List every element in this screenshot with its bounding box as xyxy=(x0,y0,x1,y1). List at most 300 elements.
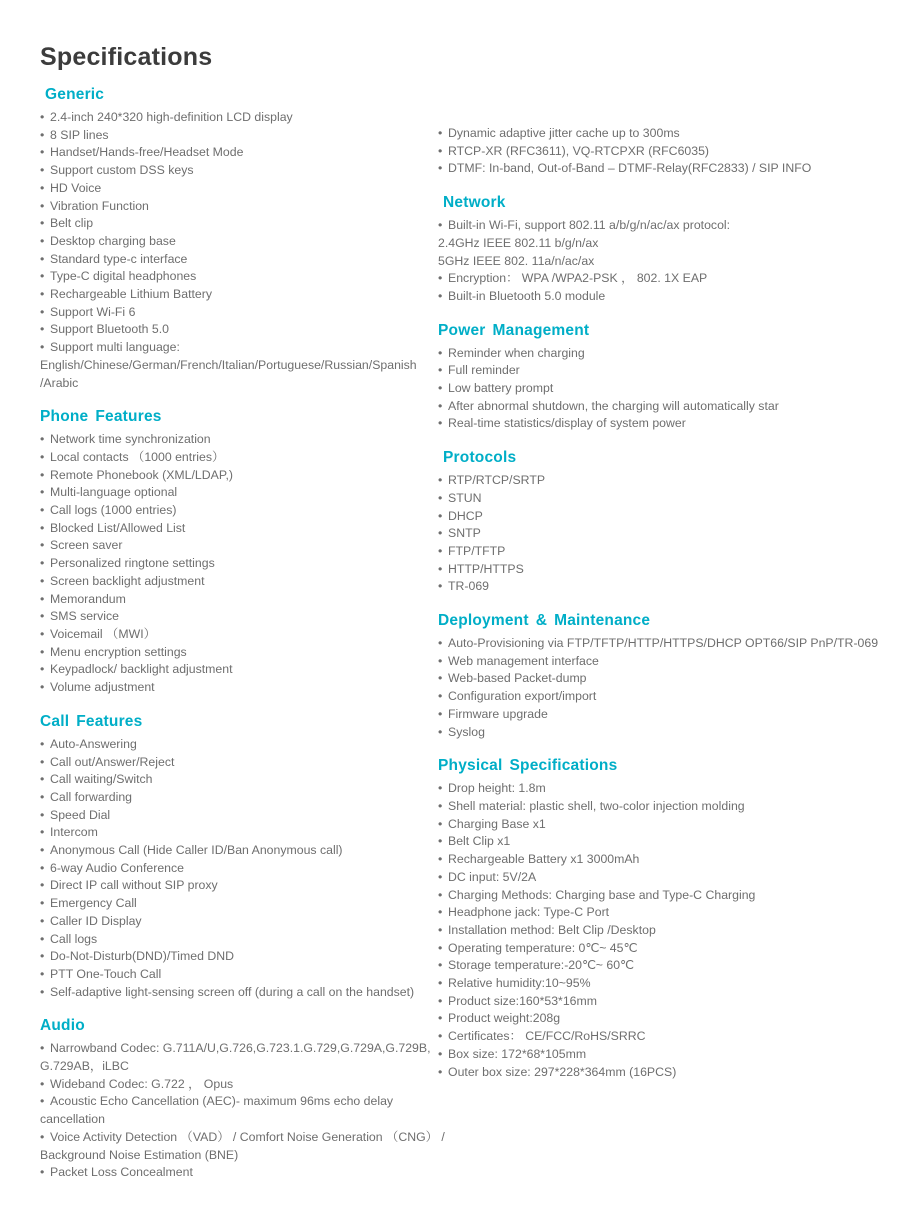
section-heading: Physical Specifications xyxy=(438,757,618,775)
spec-item xyxy=(438,578,898,596)
bullet-icon: • xyxy=(438,416,443,431)
spec-item-text: Screen backlight adjustment xyxy=(50,573,205,588)
spec-item xyxy=(438,724,898,742)
spec-item-text: Encryption： WPA /WPA2-PSK ， 802. 1X EAP xyxy=(448,271,708,286)
spec-item xyxy=(40,913,438,931)
bullet-icon: • xyxy=(438,781,443,796)
section-heading: Deployment & Maintenance xyxy=(438,612,651,630)
spec-item-text: Emergency Call xyxy=(50,896,137,911)
spec-item xyxy=(438,869,898,887)
bullet-icon: • xyxy=(40,878,45,893)
spec-item-text: Volume adjustment xyxy=(50,680,155,695)
spec-item-text: Certificates： CE/FCC/RoHS/SRRC xyxy=(448,1029,646,1044)
spec-item xyxy=(438,635,898,653)
spec-item-text: Installation method: Belt Clip /Desktop xyxy=(448,922,656,937)
bullet-icon: • xyxy=(40,626,45,641)
bullet-icon: • xyxy=(438,869,443,884)
spec-item xyxy=(40,626,438,644)
bullet-icon: • xyxy=(438,381,443,396)
bullet-icon: • xyxy=(438,526,443,541)
spec-item-text: Call logs (1000 entries) xyxy=(50,503,177,518)
spec-item xyxy=(438,160,898,178)
spec-item-text: Vibration Function xyxy=(50,198,149,213)
spec-item-text: Voice Activity Detection （VAD） / Comfort Noise Generation （CNG） / xyxy=(50,1129,445,1144)
bullet-icon: • xyxy=(40,860,45,875)
spec-item xyxy=(40,895,438,913)
bullet-icon: • xyxy=(438,852,443,867)
bullet-icon: • xyxy=(40,662,45,677)
spec-item xyxy=(40,877,438,895)
spec-item-text: Web management interface xyxy=(448,653,599,668)
spec-item-text: Multi-language optional xyxy=(50,485,178,500)
spec-item-text: Box size: 172*68*105mm xyxy=(448,1046,587,1061)
spec-item xyxy=(40,339,438,357)
bullet-icon: • xyxy=(40,269,45,284)
spec-item-text: Storage temperature:-20℃~ 60℃ xyxy=(448,958,634,973)
bullet-icon: • xyxy=(40,789,45,804)
bullet-icon: • xyxy=(40,736,45,751)
spec-item xyxy=(40,215,438,233)
bullet-icon: • xyxy=(40,304,45,319)
bullet-icon: • xyxy=(40,556,45,571)
section-heading: Audio xyxy=(40,1017,85,1035)
spec-item-text: Built-in Bluetooth 5.0 module xyxy=(448,288,606,303)
spec-item-text: Outer box size: 297*228*364mm (16PCS) xyxy=(448,1064,677,1079)
spec-item-text: Relative humidity:10~95% xyxy=(448,976,591,991)
spec-item xyxy=(40,644,438,662)
section-audio xyxy=(40,1016,445,1182)
bullet-icon: • xyxy=(40,198,45,213)
spec-item-text: cancellation xyxy=(40,1112,105,1127)
spec-item-text: RTCP-XR (RFC3611), VQ-RTCPXR (RFC6035) xyxy=(448,143,710,158)
bullet-icon: • xyxy=(40,1041,45,1056)
bullet-icon: • xyxy=(438,706,443,721)
spec-list xyxy=(438,780,898,1081)
spec-item xyxy=(438,143,898,161)
spec-item xyxy=(40,484,438,502)
spec-item-text: Call out/Answer/Reject xyxy=(50,754,175,769)
two-column-layout xyxy=(40,78,900,1182)
bullet-icon: • xyxy=(40,251,45,266)
bullet-icon: • xyxy=(40,110,45,124)
bullet-icon: • xyxy=(40,503,45,518)
spec-item xyxy=(40,789,438,807)
section-heading: Phone Features xyxy=(40,408,162,426)
spec-item xyxy=(438,380,898,398)
bullet-icon: • xyxy=(40,1129,45,1144)
spec-item-text: Full reminder xyxy=(448,363,520,378)
spec-item-text: Web-based Packet-dump xyxy=(448,671,587,686)
spec-item xyxy=(40,467,438,485)
bullet-icon: • xyxy=(40,180,45,195)
section-heading: Power Management xyxy=(438,321,590,339)
bullet-icon: • xyxy=(438,271,443,286)
bullet-icon: • xyxy=(438,1029,443,1044)
spec-item xyxy=(438,922,898,940)
spec-item xyxy=(40,860,438,878)
section-deployment-maintenance xyxy=(438,611,898,741)
spec-item-text: /Arabic xyxy=(40,375,79,390)
spec-item-text: Caller ID Display xyxy=(50,913,142,928)
spec-item xyxy=(438,1046,898,1064)
bullet-icon: • xyxy=(438,345,443,360)
page-title: Specifications xyxy=(40,43,213,71)
bullet-icon: • xyxy=(40,1165,45,1180)
section-heading: Call Features xyxy=(40,712,143,730)
bullet-icon: • xyxy=(438,958,443,973)
bullet-icon: • xyxy=(438,161,443,176)
bullet-icon: • xyxy=(438,689,443,704)
bullet-icon: • xyxy=(438,724,443,739)
spec-item-text: English/Chinese/German/French/Italian/Portuguese/Russian/Spanish xyxy=(40,357,417,372)
spec-item xyxy=(438,270,898,288)
bullet-icon: • xyxy=(40,163,45,178)
spec-item-text: Direct IP call without SIP proxy xyxy=(50,878,218,893)
spec-item-text: Belt clip xyxy=(50,216,94,231)
bullet-icon: • xyxy=(438,671,443,686)
bullet-icon: • xyxy=(438,940,443,955)
section-heading: Protocols xyxy=(443,449,517,467)
spec-item-text: Call waiting/Switch xyxy=(50,772,153,787)
bullet-icon: • xyxy=(40,772,45,787)
spec-item xyxy=(438,525,898,543)
spec-item xyxy=(438,362,898,380)
spec-item-text: Speed Dial xyxy=(50,807,111,822)
spec-item xyxy=(438,345,898,363)
spec-item-text: Intercom xyxy=(50,825,98,840)
bullet-icon: • xyxy=(438,1064,443,1079)
spec-item xyxy=(438,957,898,975)
spec-item xyxy=(40,1093,438,1111)
spec-item xyxy=(40,180,438,198)
spec-item xyxy=(40,144,438,162)
spec-item-text: Local contacts （1000 entries） xyxy=(50,449,225,464)
spec-item-text: Firmware upgrade xyxy=(448,706,548,721)
right-column xyxy=(438,78,898,1081)
spec-item-text: Real-time statistics/display of system power xyxy=(448,416,686,431)
bullet-icon: • xyxy=(438,473,443,488)
spec-item xyxy=(438,288,898,306)
spec-item xyxy=(40,608,438,626)
bullet-icon: • xyxy=(438,508,443,523)
spec-item-text: Reminder when charging xyxy=(448,345,585,360)
bullet-icon: • xyxy=(40,807,45,822)
spec-item-text: RTP/RTCP/SRTP xyxy=(448,473,546,488)
spec-item xyxy=(40,127,438,145)
spec-item xyxy=(40,268,438,286)
spec-item xyxy=(40,357,438,375)
spec-item-text: HTTP/HTTPS xyxy=(448,561,524,576)
spec-item-text: Menu encryption settings xyxy=(50,644,187,659)
spec-item xyxy=(40,431,438,449)
bullet-icon: • xyxy=(438,816,443,831)
spec-item xyxy=(438,1028,898,1046)
bullet-icon: • xyxy=(438,922,443,937)
spec-item xyxy=(438,235,898,253)
spec-item-text: Product size:160*53*16mm xyxy=(448,993,598,1008)
section-physical-specifications xyxy=(438,756,898,1081)
spec-item xyxy=(40,966,438,984)
spec-list xyxy=(438,125,898,178)
spec-item xyxy=(438,688,898,706)
spec-item-text: 2.4GHz IEEE 802.11 b/g/n/ax xyxy=(438,235,599,250)
spec-item xyxy=(40,520,438,538)
spec-item xyxy=(40,321,438,339)
spec-item xyxy=(438,472,898,490)
bullet-icon: • xyxy=(438,1011,443,1026)
spec-item xyxy=(438,706,898,724)
bullet-icon: • xyxy=(438,288,443,303)
spec-item-text: Rechargeable Lithium Battery xyxy=(50,287,212,302)
spec-item-text: 5GHz IEEE 802. 11a/n/ac/ax xyxy=(438,253,595,268)
spec-item xyxy=(40,198,438,216)
spec-item xyxy=(438,253,898,271)
spec-item-text: Handset/Hands-free/Headset Mode xyxy=(50,145,244,160)
bullet-icon: • xyxy=(40,340,45,355)
section-call-features xyxy=(40,712,438,1002)
spec-item xyxy=(438,415,898,433)
spec-item xyxy=(40,537,438,555)
spec-item-text: Charging Methods: Charging base and Type-C Charging xyxy=(448,887,756,902)
bullet-icon: • xyxy=(40,609,45,624)
spec-item-text: Voicemail （MWI） xyxy=(50,626,156,641)
spec-item-text: Support custom DSS keys xyxy=(50,163,194,178)
spec-item-text: HD Voice xyxy=(50,180,102,195)
bullet-icon: • xyxy=(438,543,443,558)
spec-list xyxy=(438,217,898,306)
spec-item-text: Auto-Answering xyxy=(50,736,137,751)
section-heading: Generic xyxy=(45,86,105,103)
bullet-icon: • xyxy=(438,218,443,233)
spec-item-text: 2.4-inch 240*320 high-definition LCD display xyxy=(50,110,293,124)
spec-item xyxy=(438,508,898,526)
spec-item-text: SMS service xyxy=(50,609,120,624)
spec-item xyxy=(438,1010,898,1028)
spec-item-text: Charging Base x1 xyxy=(448,816,546,831)
spec-item-text: Belt Clip x1 xyxy=(448,834,511,849)
spec-item xyxy=(40,931,438,949)
bullet-icon: • xyxy=(438,579,443,594)
bullet-icon: • xyxy=(438,653,443,668)
spec-item xyxy=(438,798,898,816)
spec-item xyxy=(40,304,438,322)
spec-item xyxy=(40,1147,438,1165)
spec-list xyxy=(438,472,898,596)
spec-item-text: Call logs xyxy=(50,931,98,946)
spec-item xyxy=(40,1164,438,1182)
spec-item-text: STUN xyxy=(448,490,482,505)
bullet-icon: • xyxy=(40,467,45,482)
bullet-icon: • xyxy=(40,984,45,999)
spec-item-text: Memorandum xyxy=(50,591,126,606)
bullet-icon: • xyxy=(438,993,443,1008)
spec-item-text: Desktop charging base xyxy=(50,233,176,248)
spec-item xyxy=(40,109,438,127)
spec-item xyxy=(438,398,898,416)
spec-list xyxy=(40,1040,445,1182)
spec-item xyxy=(438,816,898,834)
bullet-icon: • xyxy=(40,913,45,928)
spec-item xyxy=(40,824,438,842)
spec-item-text: Type-C digital headphones xyxy=(50,269,197,284)
spec-item xyxy=(40,162,438,180)
spec-item-text: Dynamic adaptive jitter cache up to 300ms xyxy=(448,126,680,140)
bullet-icon: • xyxy=(40,843,45,858)
spec-item xyxy=(438,780,898,798)
bullet-icon: • xyxy=(438,1046,443,1061)
spec-item-text: 8 SIP lines xyxy=(50,127,109,142)
spec-item xyxy=(40,984,438,1002)
spec-item-text: DHCP xyxy=(448,508,483,523)
spec-item-text: Drop height: 1.8m xyxy=(448,781,546,796)
spec-item xyxy=(40,661,438,679)
spec-item xyxy=(438,833,898,851)
bullet-icon: • xyxy=(438,636,443,651)
spec-item-text: Auto-Provisioning via FTP/TFTP/HTTP/HTTPS/DHCP OPT66/SIP PnP/TR-069 xyxy=(448,636,879,651)
spec-item xyxy=(40,1076,438,1094)
spec-item-text: Support multi language: xyxy=(50,340,180,355)
spec-list xyxy=(40,736,438,1002)
spec-item-text: Self-adaptive light-sensing screen off (during a call on the handset) xyxy=(50,984,415,999)
spec-item xyxy=(438,1064,898,1082)
spec-item-text: TR-069 xyxy=(448,579,490,594)
bullet-icon: • xyxy=(40,573,45,588)
spec-item xyxy=(438,490,898,508)
bullet-icon: • xyxy=(40,127,45,142)
bullet-icon: • xyxy=(40,931,45,946)
spec-item xyxy=(40,1129,445,1147)
bullet-icon: • xyxy=(438,561,443,576)
section-phone-features xyxy=(40,407,438,697)
spec-item-text: Support Bluetooth 5.0 xyxy=(50,322,169,337)
spec-item-text: Support Wi-Fi 6 xyxy=(50,304,136,319)
spec-item xyxy=(40,375,438,393)
spec-item xyxy=(438,904,898,922)
spec-item-text: SNTP xyxy=(448,526,481,541)
spec-item xyxy=(40,736,438,754)
spec-item xyxy=(438,217,898,235)
bullet-icon: • xyxy=(40,520,45,535)
spec-item-text: Syslog xyxy=(448,724,485,739)
spec-item xyxy=(40,679,438,697)
bullet-icon: • xyxy=(438,126,443,140)
bullet-icon: • xyxy=(40,825,45,840)
spec-item xyxy=(40,771,438,789)
bullet-icon: • xyxy=(40,287,45,302)
bullet-icon: • xyxy=(438,363,443,378)
spec-item xyxy=(40,251,438,269)
spec-item xyxy=(40,948,438,966)
spec-item-text: Standard type-c interface xyxy=(50,251,188,266)
bullet-icon: • xyxy=(40,1076,45,1091)
spec-item-text: DC input: 5V/2A xyxy=(448,869,537,884)
spec-item-text: Narrowband Codec: G.711A/U,G.726,G.723.1.G.729,G.729A,G.729B, xyxy=(50,1041,431,1056)
spec-item-text: Rechargeable Battery x1 3000mAh xyxy=(448,852,640,867)
spec-item-text: Remote Phonebook (XML/LDAP,) xyxy=(50,467,233,482)
spec-item-text: Anonymous Call (Hide Caller ID/Ban Anonymous call) xyxy=(50,843,343,858)
spec-item xyxy=(438,125,898,143)
bullet-icon: • xyxy=(438,798,443,813)
spec-item-text: PTT One-Touch Call xyxy=(50,966,162,981)
bullet-icon: • xyxy=(40,680,45,695)
bullet-icon: • xyxy=(40,966,45,981)
spec-item-text: Product weight:208g xyxy=(448,1011,561,1026)
spec-item xyxy=(40,555,438,573)
bullet-icon: • xyxy=(40,233,45,248)
spec-item-text: Low battery prompt xyxy=(448,381,554,396)
spec-item xyxy=(40,807,438,825)
bullet-icon: • xyxy=(40,754,45,769)
bullet-icon: • xyxy=(40,591,45,606)
spec-item-text: Background Noise Estimation (BNE) xyxy=(40,1147,239,1162)
bullet-icon: • xyxy=(40,145,45,160)
spec-item-text: Wideband Codec: G.722 ， Opus xyxy=(50,1076,234,1091)
spec-item-text: DTMF: In-band, Out-of-Band – DTMF-Relay(RFC2833) / SIP INFO xyxy=(448,161,812,176)
bullet-icon: • xyxy=(40,538,45,553)
bullet-icon: • xyxy=(40,216,45,231)
bullet-icon: • xyxy=(40,949,45,964)
spec-item xyxy=(40,502,438,520)
spec-item xyxy=(438,670,898,688)
spec-item xyxy=(40,591,438,609)
spec-item-text: G.729AB，iLBC xyxy=(40,1059,129,1074)
bullet-icon: • xyxy=(438,887,443,902)
spec-item-text: Screen saver xyxy=(50,538,123,553)
bullet-icon: • xyxy=(40,1094,45,1109)
spec-item xyxy=(438,851,898,869)
bullet-icon: • xyxy=(438,905,443,920)
spec-item-text: FTP/TFTP xyxy=(448,543,506,558)
spec-item xyxy=(40,754,438,772)
spec-item-text: Configuration export/import xyxy=(448,689,597,704)
bullet-icon: • xyxy=(438,398,443,413)
bullet-icon: • xyxy=(40,485,45,500)
section-network xyxy=(438,193,898,306)
spec-item-text: Keypadlock/ backlight adjustment xyxy=(50,662,233,677)
spec-item-text: Operating temperature: 0℃~ 45℃ xyxy=(448,940,638,955)
spec-item-text: After abnormal shutdown, the charging will automatically star xyxy=(448,398,779,413)
spec-item xyxy=(40,1040,438,1058)
bullet-icon: • xyxy=(40,322,45,337)
bullet-icon: • xyxy=(40,896,45,911)
spec-item xyxy=(40,573,438,591)
section-heading: Network xyxy=(443,194,506,212)
section-protocols xyxy=(438,448,898,596)
section-right-lead xyxy=(438,125,898,178)
bullet-icon: • xyxy=(438,143,443,158)
spec-item-text: Call forwarding xyxy=(50,789,133,804)
spec-item xyxy=(438,993,898,1011)
bullet-icon: • xyxy=(438,834,443,849)
spec-item-text: 6-way Audio Conference xyxy=(50,860,184,875)
spec-item xyxy=(438,653,898,671)
spec-item xyxy=(438,561,898,579)
spec-item xyxy=(40,449,438,467)
bullet-icon: • xyxy=(40,644,45,659)
left-column xyxy=(40,78,445,1182)
spec-list xyxy=(438,635,898,741)
spec-item-text: Acoustic Echo Cancellation (AEC)- maximum 96ms echo delay xyxy=(50,1094,394,1109)
spec-item-text: Do-Not-Disturb(DND)/Timed DND xyxy=(50,949,235,964)
spec-item xyxy=(438,887,898,905)
spec-item-text: Packet Loss Concealment xyxy=(50,1165,193,1180)
spec-item xyxy=(438,543,898,561)
spec-list xyxy=(40,109,438,392)
spec-item-text: Blocked List/Allowed List xyxy=(50,520,186,535)
spec-item xyxy=(40,1058,438,1076)
bullet-icon: • xyxy=(438,976,443,991)
spec-item xyxy=(40,233,438,251)
